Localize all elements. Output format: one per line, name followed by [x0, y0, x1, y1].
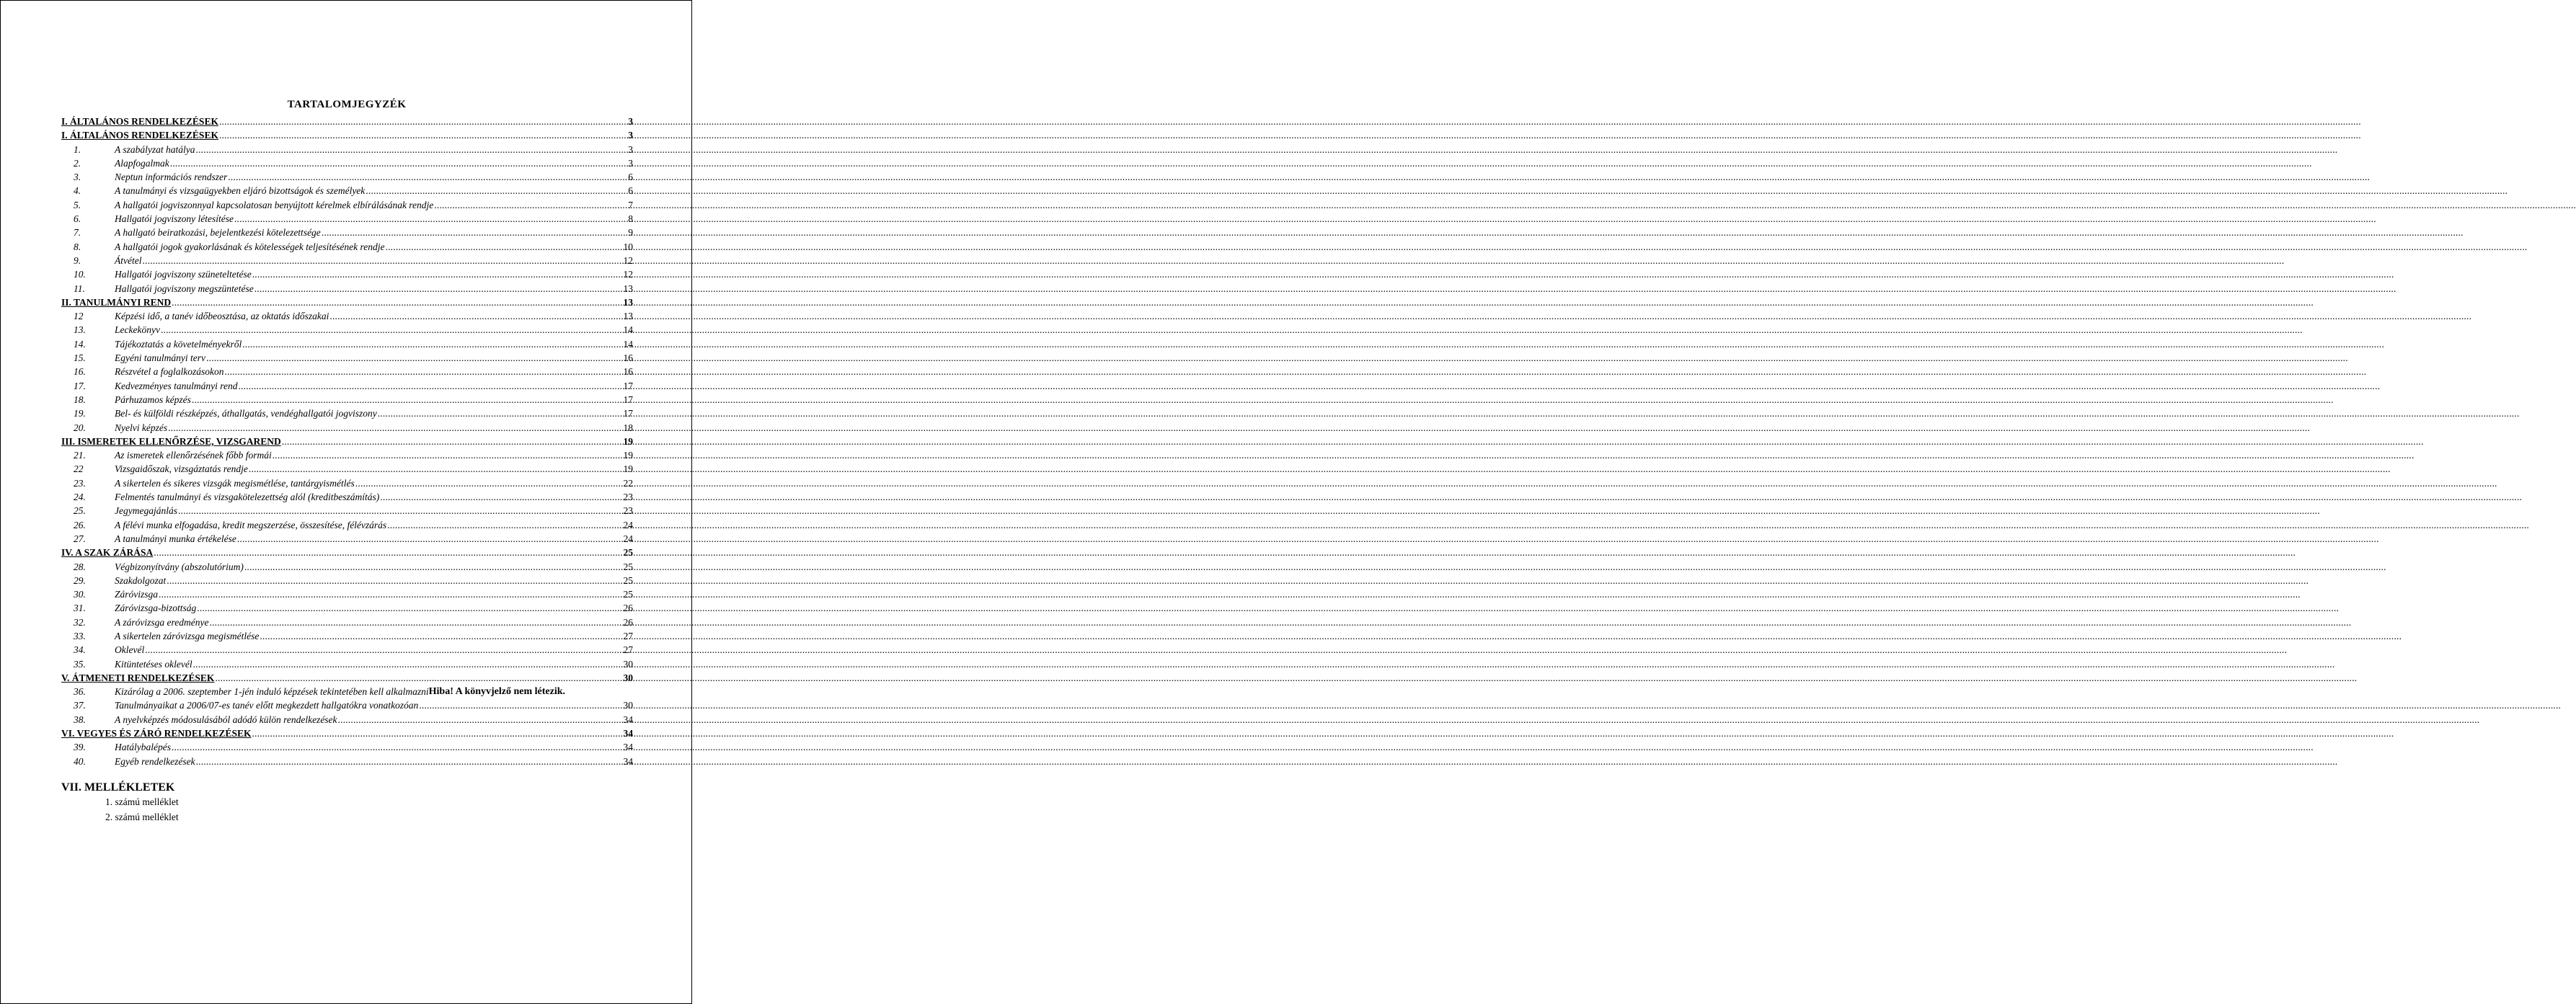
dot-leader: [168, 421, 620, 435]
toc-entry-row[interactable]: [61, 393, 633, 407]
toc-page-number: 25: [623, 561, 633, 572]
toc-entry-title: Vizsgaidőszak, vizsgáztatás rendje: [115, 463, 248, 475]
dot-leader: [154, 546, 620, 559]
dot-leader: [228, 170, 620, 184]
dot-leader: [159, 587, 620, 601]
toc-page-number: 25: [623, 574, 633, 586]
toc-page-number: 26: [623, 616, 633, 628]
toc-page-number: 3: [628, 143, 633, 155]
toc-page-number: 24: [623, 519, 633, 530]
toc-page-number: 30: [623, 700, 633, 711]
toc-page-number: 34: [623, 742, 633, 753]
toc-page-number: 25: [623, 547, 633, 559]
toc-page-number: 17: [623, 408, 633, 419]
toc-entry-title: Átvétel: [115, 254, 142, 266]
toc-entry-title: Kizárólag a 2006. szeptember 1-jén induló képzések tekintetében kell alkalmazni: [115, 686, 429, 698]
dot-leader: [419, 698, 620, 712]
toc-section-row[interactable]: [61, 727, 633, 740]
toc-page-number: 34: [623, 728, 633, 739]
toc-entry-number: 28.: [74, 561, 86, 572]
dot-leader: [260, 629, 620, 643]
toc-entry-number: 33.: [74, 630, 86, 641]
toc-entry-row[interactable]: [61, 365, 633, 378]
toc-entry-title: Az ismeretek ellenőrzésének főbb formái: [115, 450, 272, 461]
dot-leader: [206, 351, 620, 365]
toc-entry-row[interactable]: [61, 698, 633, 712]
toc-page-number: 3: [628, 130, 633, 141]
dot-leader: [242, 337, 620, 351]
dot-leader: [196, 755, 620, 768]
dot-leader: [387, 518, 620, 532]
toc-entry-title: A tanulmányi és vizsgaügyekben eljáró bizottságok és személyek: [115, 185, 366, 197]
toc-entry-row[interactable]: [61, 198, 633, 212]
toc-entry-title: Jegymegajánlás: [115, 505, 177, 517]
toc-entry-row[interactable]: [61, 421, 633, 435]
toc-entry-number: 24.: [74, 492, 86, 503]
toc-entry-number: 22: [74, 463, 84, 475]
toc-entry-number: 9.: [74, 254, 81, 266]
toc-entry-title: Egyéni tanulmányi terv: [115, 352, 205, 364]
toc-entry-title: A hallgatói jogok gyakorlásának és kötelességek teljesítésének rendje: [115, 241, 385, 252]
toc-entry-number: 38.: [74, 714, 86, 725]
toc-entry-number: 20.: [74, 422, 86, 433]
toc-page-number: 18: [623, 422, 633, 433]
dot-leader: [196, 143, 620, 156]
dot-leader: [273, 448, 620, 462]
dot-leader: [254, 282, 620, 296]
dot-leader: [238, 379, 620, 393]
toc-entry-number: 39.: [74, 742, 86, 753]
toc-entry-number: 15.: [74, 352, 86, 364]
toc-page-number: 10: [623, 241, 633, 252]
toc-page-number: 27: [623, 630, 633, 641]
toc-entry-title: A sikertelen záróvizsga megismétlése: [115, 630, 260, 641]
toc-entry-row[interactable]: [61, 476, 633, 490]
toc-entry-row[interactable]: [61, 657, 633, 671]
toc-page-number: 17: [623, 380, 633, 391]
dot-leader: [252, 267, 620, 281]
toc-entry-row[interactable]: [61, 379, 633, 393]
toc-entry-number: 18.: [74, 394, 86, 405]
toc-entry-row[interactable]: [61, 407, 633, 420]
toc-entry-title: Alapfogalmak: [115, 157, 169, 169]
dot-leader: [145, 643, 620, 657]
toc-page-number: 9: [628, 227, 633, 239]
dot-leader: [193, 657, 620, 671]
toc-entry-row[interactable]: [61, 616, 633, 629]
toc-entry-number: 8.: [74, 241, 81, 252]
toc-page-number: 27: [623, 644, 633, 656]
toc-entry-number: 32.: [74, 616, 86, 628]
dot-leader: [329, 309, 620, 323]
toc-entry-title: Záróvizsga-bizottság: [115, 603, 197, 614]
toc-entry-row[interactable]: [61, 643, 633, 657]
toc-page-number: 24: [623, 533, 633, 544]
toc-entry-row[interactable]: [61, 254, 633, 267]
toc-section-row[interactable]: [61, 128, 633, 142]
toc-entry-number: 29.: [74, 574, 86, 586]
toc-entry-row[interactable]: [61, 629, 633, 643]
toc-entry-title: Hallgatói jogviszony megszüntetése: [115, 283, 254, 294]
dot-leader: [366, 184, 620, 197]
toc-page-number: 12: [623, 254, 633, 266]
toc-entry-number: 26.: [74, 519, 86, 530]
toc-entry-number: 5.: [74, 199, 81, 210]
dot-leader: [252, 727, 620, 740]
toc-entry-row[interactable]: [61, 560, 633, 574]
toc-entry-number: 27.: [74, 533, 86, 544]
dot-leader: [244, 560, 620, 574]
toc-entry-number: 17.: [74, 380, 86, 391]
toc-section-title: VI. VEGYES ÉS ZÁRÓ RENDELKEZÉSEK: [61, 728, 252, 739]
toc-page-number: 6: [628, 185, 633, 197]
annex-item: 1. számú melléklet: [105, 796, 179, 807]
toc-entry-row[interactable]: [61, 351, 633, 365]
annex-list: [105, 795, 179, 825]
dot-leader: [161, 323, 620, 337]
toc-entry-title: Leckekönyv: [115, 324, 160, 336]
toc-page-number: 8: [628, 213, 633, 225]
toc-entry-title: Nyelvi képzés: [115, 422, 168, 433]
toc-entry-number: 30.: [74, 589, 86, 600]
toc-entry-number: 3.: [74, 172, 81, 183]
dot-leader: [338, 713, 620, 727]
toc-entry-number: 6.: [74, 213, 81, 225]
toc-page-number: 23: [623, 492, 633, 503]
table-of-contents: [61, 115, 633, 768]
toc-entry-row[interactable]: [61, 532, 633, 546]
toc-entry-title: A félévi munka elfogadása, kredit megszerzése, összesítése, félévzárás: [115, 519, 387, 530]
toc-section-row[interactable]: [61, 296, 633, 309]
toc-page-number: 34: [623, 755, 633, 767]
dot-leader: [237, 532, 620, 546]
toc-entry-number: 14.: [74, 338, 86, 350]
toc-entry-number: 40.: [74, 755, 86, 767]
toc-entry-number: 37.: [74, 700, 86, 711]
dot-leader: [172, 296, 620, 309]
toc-entry-number: 35.: [74, 658, 86, 670]
toc-entry-row[interactable]: [61, 212, 633, 226]
annex-item: 2. számú melléklet: [105, 811, 179, 822]
dot-leader: [282, 435, 620, 448]
toc-section-title: IV. A SZAK ZÁRÁSA: [61, 547, 154, 559]
dot-leader: [170, 156, 620, 170]
dot-leader: [386, 240, 620, 254]
toc-entry-number: 12: [74, 311, 84, 322]
dot-leader: [172, 740, 620, 754]
toc-section-row[interactable]: [61, 435, 633, 448]
toc-entry-row[interactable]: [61, 740, 633, 754]
toc-entry-number: 2.: [74, 157, 81, 169]
toc-page-number: 25: [623, 589, 633, 600]
dot-leader: [234, 212, 620, 226]
toc-entry-number: 13.: [74, 324, 86, 336]
toc-entry-row[interactable]: [61, 462, 633, 476]
toc-entry-title: Képzési idő, a tanév időbeosztása, az oktatás időszakai: [115, 311, 329, 322]
toc-entry-number: 25.: [74, 505, 86, 517]
toc-entry-row[interactable]: [61, 448, 633, 462]
toc-section-title: III. ISMERETEK ELLENŐRZÉSE, VIZSGAREND: [61, 435, 281, 447]
toc-page-number: 3: [628, 157, 633, 169]
toc-entry-number: 19.: [74, 408, 86, 419]
toc-entry-title: Tájékoztatás a követelményekről: [115, 338, 242, 350]
toc-section-title: II. TANULMÁNYI REND: [61, 296, 172, 308]
toc-section-row[interactable]: [61, 115, 633, 128]
toc-entry-title: Neptun információs rendszer: [115, 172, 228, 183]
dot-leader: [380, 490, 620, 504]
toc-page-number: Hiba! A könyvjelző nem létezik.: [428, 686, 566, 698]
toc-entry-number: 34.: [74, 644, 86, 656]
toc-entry-number: 36.: [74, 686, 86, 698]
toc-page-number: 30: [623, 672, 633, 683]
dot-leader: [249, 462, 620, 476]
toc-entry-row[interactable]: [61, 685, 633, 698]
toc-page-number: 19: [623, 435, 633, 447]
toc-entry-row[interactable]: [61, 282, 633, 296]
toc-entry-title: Hallgatói jogviszony szüneteltetése: [115, 269, 252, 280]
toc-entry-row[interactable]: [61, 601, 633, 615]
toc-entry-row[interactable]: [61, 143, 633, 156]
toc-entry-row[interactable]: [61, 587, 633, 601]
toc-title: TARTALOMJEGYZÉK: [287, 99, 407, 110]
toc-entry-title: Oklevél: [115, 644, 145, 656]
toc-entry-title: A tanulmányi munka értékelése: [115, 533, 236, 544]
toc-page-number: 12: [623, 269, 633, 280]
toc-entry-title: Hallgatói jogviszony létesítése: [115, 213, 234, 225]
toc-entry-number: 11.: [74, 283, 85, 294]
toc-page-number: 19: [623, 450, 633, 461]
dot-leader: [178, 504, 620, 517]
dot-leader: [378, 407, 620, 420]
toc-page-number: 23: [623, 505, 633, 517]
toc-page-number: 30: [623, 658, 633, 670]
toc-entry-title: A hallgatói jogviszonnyal kapcsolatosan benyújtott kérelmek elbírálásának rendje: [115, 199, 434, 210]
toc-page-number: 16: [623, 366, 633, 378]
toc-entry-title: A nyelvképzés módosulásából adódó külön rendelkezések: [115, 714, 337, 725]
dot-leader: [209, 616, 620, 629]
toc-page-number: 6: [628, 172, 633, 183]
toc-page-number: 26: [623, 603, 633, 614]
toc-entry-row[interactable]: [61, 240, 633, 254]
toc-section-title: I. ÁLTALÁNOS RENDELKEZÉSEK: [61, 130, 218, 141]
toc-entry-row[interactable]: [61, 518, 633, 532]
toc-page-number: 14: [623, 338, 633, 350]
document-page: [0, 0, 692, 1004]
toc-entry-number: 31.: [74, 603, 86, 614]
toc-entry-row[interactable]: [61, 337, 633, 351]
toc-entry-title: Tanulmányaikat a 2006/07-es tanév előtt megkezdett hallgatókra vonatkozóan: [115, 700, 419, 711]
toc-entry-row[interactable]: [61, 574, 633, 587]
toc-section-row[interactable]: [61, 671, 633, 685]
dot-leader: [219, 115, 620, 128]
dot-leader: [215, 671, 620, 685]
toc-entry-row[interactable]: [61, 184, 633, 197]
toc-page-number: 14: [623, 324, 633, 336]
toc-entry-title: Bel- és külföldi részképzés, áthallgatás, vendéghallgatói jogviszony: [115, 408, 377, 419]
toc-entry-title: A záróvizsga eredménye: [115, 616, 209, 628]
toc-page-number: 22: [623, 477, 633, 489]
toc-entry-title: A szabályzat hatálya: [115, 143, 195, 155]
toc-page-number: 7: [628, 199, 633, 210]
dot-leader: [197, 601, 620, 615]
dot-leader: [167, 574, 620, 587]
toc-entry-number: 10.: [74, 269, 86, 280]
toc-entry-row[interactable]: [61, 309, 633, 323]
dot-leader: [355, 476, 620, 490]
toc-page-number: 13: [623, 296, 633, 308]
toc-entry-title: Záróvizsga: [115, 589, 159, 600]
toc-entry-number: 7.: [74, 227, 81, 239]
toc-page-number: 19: [623, 463, 633, 475]
toc-entry-title: Kitüntetéses oklevél: [115, 658, 192, 670]
toc-entry-title: Egyéb rendelkezések: [115, 755, 195, 767]
toc-entry-title: Felmentés tanulmányi és vizsgakötelezettség alól (kreditbeszámítás): [115, 492, 380, 503]
toc-entry-row[interactable]: [61, 323, 633, 337]
toc-page-number: 13: [623, 283, 633, 294]
toc-entry-title: Részvétel a foglalkozásokon: [115, 366, 224, 378]
toc-entry-title: A sikertelen és sikeres vizsgák megismétlése, tantárgyismétlés: [115, 477, 355, 489]
dot-leader: [224, 365, 620, 378]
toc-entry-title: A hallgató beiratkozási, bejelentkezési kötelezettsége: [115, 227, 321, 239]
toc-page-number: 17: [623, 394, 633, 405]
toc-entry-number: 16.: [74, 366, 86, 378]
toc-entry-title: Végbizonyítvány (abszolutórium): [115, 561, 244, 572]
dot-leader: [322, 226, 620, 239]
toc-page-number: 16: [623, 352, 633, 364]
toc-page-number: 34: [623, 714, 633, 725]
dot-leader: [219, 128, 620, 142]
toc-entry-row[interactable]: [61, 170, 633, 184]
toc-entry-row[interactable]: [61, 267, 633, 281]
toc-section-title: V. ÁTMENETI RENDELKEZÉSEK: [61, 672, 215, 683]
toc-entry-row[interactable]: [61, 755, 633, 768]
toc-entry-row[interactable]: [61, 226, 633, 239]
toc-section-title: I. ÁLTALÁNOS RENDELKEZÉSEK: [61, 116, 218, 127]
toc-entry-title: Párhuzamos képzés: [115, 394, 191, 405]
toc-entry-row[interactable]: [61, 504, 633, 517]
toc-section-row[interactable]: [61, 546, 633, 559]
toc-entry-title: Szakdolgozat: [115, 574, 167, 586]
toc-entry-title: Kedvezményes tanulmányi rend: [115, 380, 238, 391]
toc-entry-number: 23.: [74, 477, 86, 489]
dot-leader: [142, 254, 620, 267]
dot-leader: [434, 198, 620, 212]
toc-entry-row[interactable]: [61, 713, 633, 727]
toc-page-number: 13: [623, 311, 633, 322]
toc-entry-row[interactable]: [61, 490, 633, 504]
toc-entry-number: 1.: [74, 143, 81, 155]
toc-page-number: 3: [628, 116, 633, 127]
annex-title: VII. MELLÉKLETEK: [61, 781, 175, 794]
toc-entry-number: 4.: [74, 185, 81, 197]
toc-entry-number: 21.: [74, 450, 86, 461]
dot-leader: [192, 393, 620, 407]
toc-entry-title: Hatálybalépés: [115, 742, 171, 753]
toc-entry-row[interactable]: [61, 156, 633, 170]
